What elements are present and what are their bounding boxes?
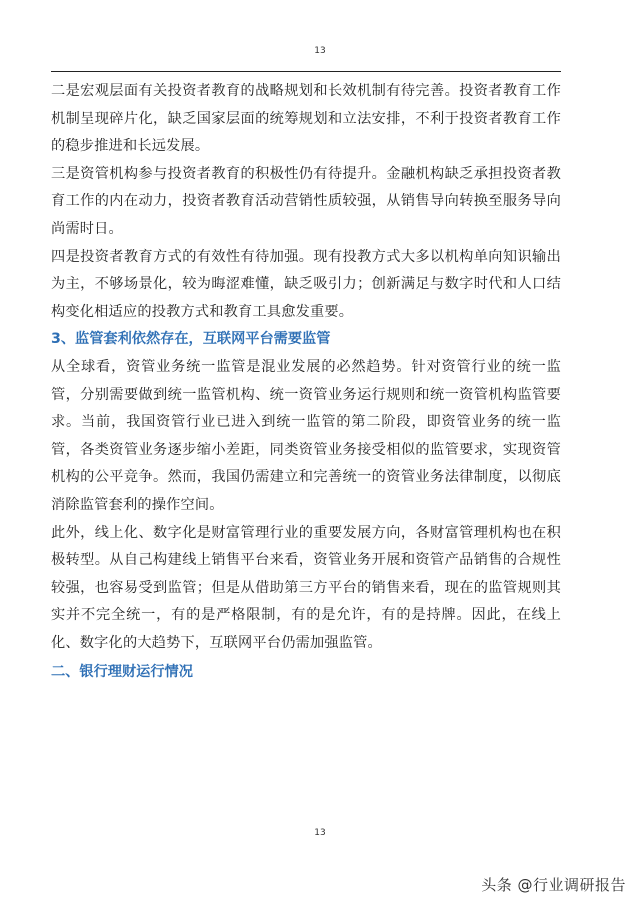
page-number-top: 13 [314,46,326,56]
section-heading-regulatory-arbitrage: 3、监管套利依然存在，互联网平台需要监管 [51,331,331,348]
page-number-bottom: 13 [314,828,326,838]
header-rule [51,71,561,72]
document-body [51,78,561,687]
paragraph-macro-planning: 二是宏观层面有关投资者教育的战略规划和长效机制有待完善。投资者教育工作机制呈现碎片化，缺乏国家层面的统筹规划和立法安排，不利于投资者教育工作的稳步推进和长远发展。 [51,83,561,155]
section-heading-bank-wealth-management: 二、银行理财运行情况 [51,664,193,681]
paragraph-internet-platforms: 此外，线上化、数字化是财富管理行业的重要发展方向，各财富管理机构也在积极转型。从自己构建线上销售平台来看，资管业务开展和资管产品销售的合规性较强，也容易受到监管；但是从借助第三方平台的销售来看，现在的监管规则其实并不完全统一，有的是严格限制，有的是允许，有的是持牌。因此，在线上化、数字化的大趋势下，互联网平台仍需加强监管。 [51,524,561,651]
paragraph-unified-regulation: 从全球看，资管业务统一监管是混业发展的必然趋势。针对资管行业的统一监管，分别需要做到统一监管机构、统一资管业务运行规则和统一资管机构监管要求。当前，我国资管行业已进入到统一监管的第二阶段，即资管业务的统一监管，各类资管业务逐步缩小差距，同类资管业务接受相似的监管要求，实现资管机构的公平竞争。然而，我国仍需建立和完善统一的资管业务法律制度，以彻底消除监管套利的操作空间。 [51,358,561,513]
watermark-text: 头条 @行业调研报告 [481,876,626,894]
paragraph-education-methods: 四是投资者教育方式的有效性有待加强。现有投教方式大多以机构单向知识输出为主，不够场景化，较为晦涩难懂，缺乏吸引力；创新满足与数字时代和人口结构变化相适应的投教方式和教育工具愈发重要。 [51,248,561,320]
paragraph-institution-participation: 三是资管机构参与投资者教育的积极性仍有待提升。金融机构缺乏承担投资者教育工作的内在动力，投资者教育活动营销性质较强，从销售导向转换至服务导向尚需时日。 [51,165,561,237]
